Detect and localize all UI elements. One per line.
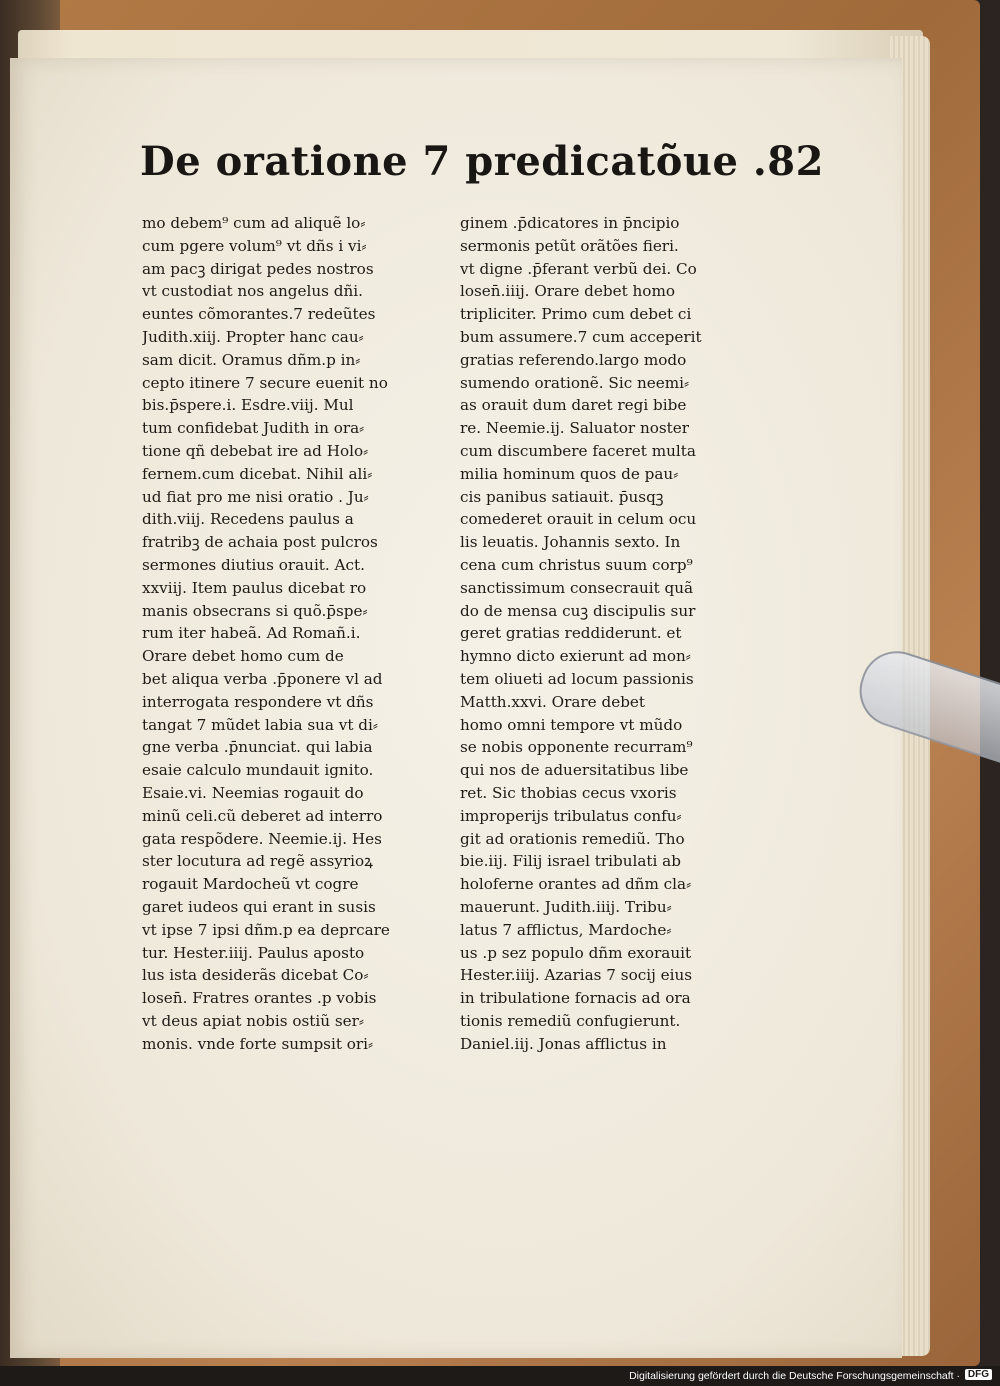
text-line: mo debem⁹ cum ad aliquẽ lo⸗	[142, 214, 366, 232]
text-line: sermonis petũt orãtões fieri.	[460, 236, 679, 255]
text-line: tum confidebat Judith in ora⸗	[142, 419, 365, 438]
text-line: as orauit dum daret regi bibe	[460, 396, 687, 415]
text-line: vt ipse 7 ipsi dñm.p ea deprcare	[142, 920, 390, 939]
text-line: ster locutura ad regẽ assyrioꝝ	[142, 852, 373, 871]
text-line: cepto itinere 7 secure euenit no	[142, 373, 388, 392]
text-line: losen̄. Fratres orantes .p vobis	[142, 989, 377, 1008]
text-line: tem oliueti ad locum passionis	[460, 669, 694, 688]
text-line: comederet orauit in celum ocu	[460, 510, 697, 529]
text-line: vt deus apiat nobis ostiũ ser⸗	[142, 1011, 364, 1030]
text-line: hymno dicto exierunt ad mon⸗	[460, 647, 691, 666]
text-line: lis leuatis. Johannis sexto. In	[460, 533, 681, 552]
text-line: Esaie.vi. Neemias rogauit do	[142, 783, 364, 802]
text-line: re. Neemie.ij. Saluator noster	[460, 419, 690, 438]
right-text-column	[460, 212, 760, 1055]
text-line: xxviij. Item paulus dicebat ro	[142, 578, 367, 597]
page-title: De oratione 7 predicatõue .82	[140, 138, 824, 185]
text-line: garet iudeos qui erant in susis	[142, 897, 376, 916]
text-line: am pacꝫ dirigat pedes nostros	[142, 259, 374, 278]
text-line: cena cum christus suum corp⁹	[460, 555, 693, 574]
text-line: holoferne orantes ad dñm cla⸗	[460, 875, 692, 894]
text-line: euntes cõmorantes.7 redeũtes	[142, 305, 376, 324]
text-line: bum assumere.7 cum acceperit	[460, 327, 702, 346]
text-line: bet aliqua verba .p̄ponere vl ad	[142, 669, 383, 688]
dfg-logo: DFG	[965, 1369, 992, 1380]
text-line: se nobis opponente recurram⁹	[460, 738, 693, 757]
text-line: rogauit Mardocheũ vt cogre	[142, 875, 359, 894]
text-line: cum pgere volum⁹ vt dñs i vi⸗	[142, 236, 367, 255]
text-line: Matth.xxvi. Orare debet	[460, 692, 646, 711]
text-line: dith.viij. Recedens paulus a	[142, 510, 354, 529]
text-line: sam dicit. Oramus dñm.p in⸗	[142, 350, 361, 369]
text-line: Orare debet homo cum de	[142, 647, 344, 666]
text-line: tripliciter. Primo cum debet ci	[460, 305, 692, 324]
text-line: us .p sez populo dñm exorauit	[460, 943, 692, 962]
text-line: bis.p̄spere.i. Esdre.viij. Mul	[142, 396, 354, 415]
text-line: Judith.xiij. Propter hanc cau⸗	[142, 327, 364, 346]
text-line: ud fiat pro me nisi oratio . Ju⸗	[142, 487, 369, 506]
text-line: cum discumbere faceret multa	[460, 441, 696, 460]
text-line: interrogata respondere vt dñs	[142, 692, 374, 711]
text-line: losen̄.iiij. Orare debet homo	[460, 282, 675, 301]
text-line: minũ celi.cũ deberet ad interro	[142, 806, 383, 825]
text-line: latus 7 afflictus, Mardoche⸗	[460, 920, 672, 939]
text-line: manis obsecrans si quõ.p̄spe⸗	[142, 601, 368, 620]
text-line: mauerunt. Judith.iiij. Tribu⸗	[460, 897, 672, 916]
text-line: ginem .p̄dicatores in p̄ncipio	[460, 214, 680, 232]
text-line: geret gratias reddiderunt. et	[460, 624, 682, 643]
text-line: tur. Hester.iiij. Paulus aposto	[142, 943, 365, 962]
text-line: gne verba .p̄nunciat. qui labia	[142, 738, 373, 757]
text-line: bie.iij. Filij israel tribulati ab	[460, 852, 681, 871]
text-line: improperijs tribulatus confu⸗	[460, 806, 682, 825]
text-line: gratias referendo.largo modo	[460, 350, 687, 369]
left-text-column	[142, 212, 442, 1055]
text-line: in tribulatione fornacis ad ora	[460, 989, 691, 1008]
text-line: milia hominum quos de pau⸗	[460, 464, 679, 483]
text-line: cis panibus satiauit. p̄usqꝫ	[460, 487, 664, 506]
text-line: vt digne .p̄ferant verbũ dei. Co	[460, 259, 697, 278]
text-line: sanctissimum consecrauit quã	[460, 578, 694, 597]
text-line: lus ista desiderãs dicebat Co⸗	[142, 966, 369, 985]
text-line: Hester.iiij. Azarias 7 socij eius	[460, 966, 693, 985]
text-line: tionis remediũ confugierunt.	[460, 1011, 681, 1030]
footer-credit: Digitalisierung gefördert durch die Deutsche Forschungsgemeinschaft ·	[629, 1370, 960, 1382]
text-line: git ad orationis remediũ. Tho	[460, 829, 685, 848]
text-line: ret. Sic thobias cecus vxoris	[460, 783, 677, 802]
text-line: fernem.cum dicebat. Nihil ali⸗	[142, 464, 373, 483]
text-line: do de mensa cuꝫ discipulis sur	[460, 601, 696, 620]
text-line: fratribꝫ de achaia post pulcros	[142, 533, 378, 552]
text-line: homo omni tempore vt mũdo	[460, 715, 683, 734]
text-line: rum iter habeã. Ad Romañ.i.	[142, 624, 361, 643]
text-line: qui nos de aduersitatibus libe	[460, 761, 689, 780]
text-line: vt custodiat nos angelus dñi.	[142, 282, 363, 301]
text-line: monis. vnde forte sumpsit ori⸗	[142, 1034, 374, 1053]
text-line: esaie calculo mundauit ignito.	[142, 761, 374, 780]
text-line: gata respõdere. Neemie.ij. Hes	[142, 829, 382, 848]
text-line: sumendo orationẽ. Sic neemi⸗	[460, 373, 690, 392]
text-line: Daniel.iij. Jonas afflictus in	[460, 1034, 667, 1053]
text-line: tangat 7 mũdet labia sua vt di⸗	[142, 715, 378, 734]
text-line: tione qñ debebat ire ad Holo⸗	[142, 441, 369, 460]
text-line: sermones diutius orauit. Act.	[142, 555, 365, 574]
